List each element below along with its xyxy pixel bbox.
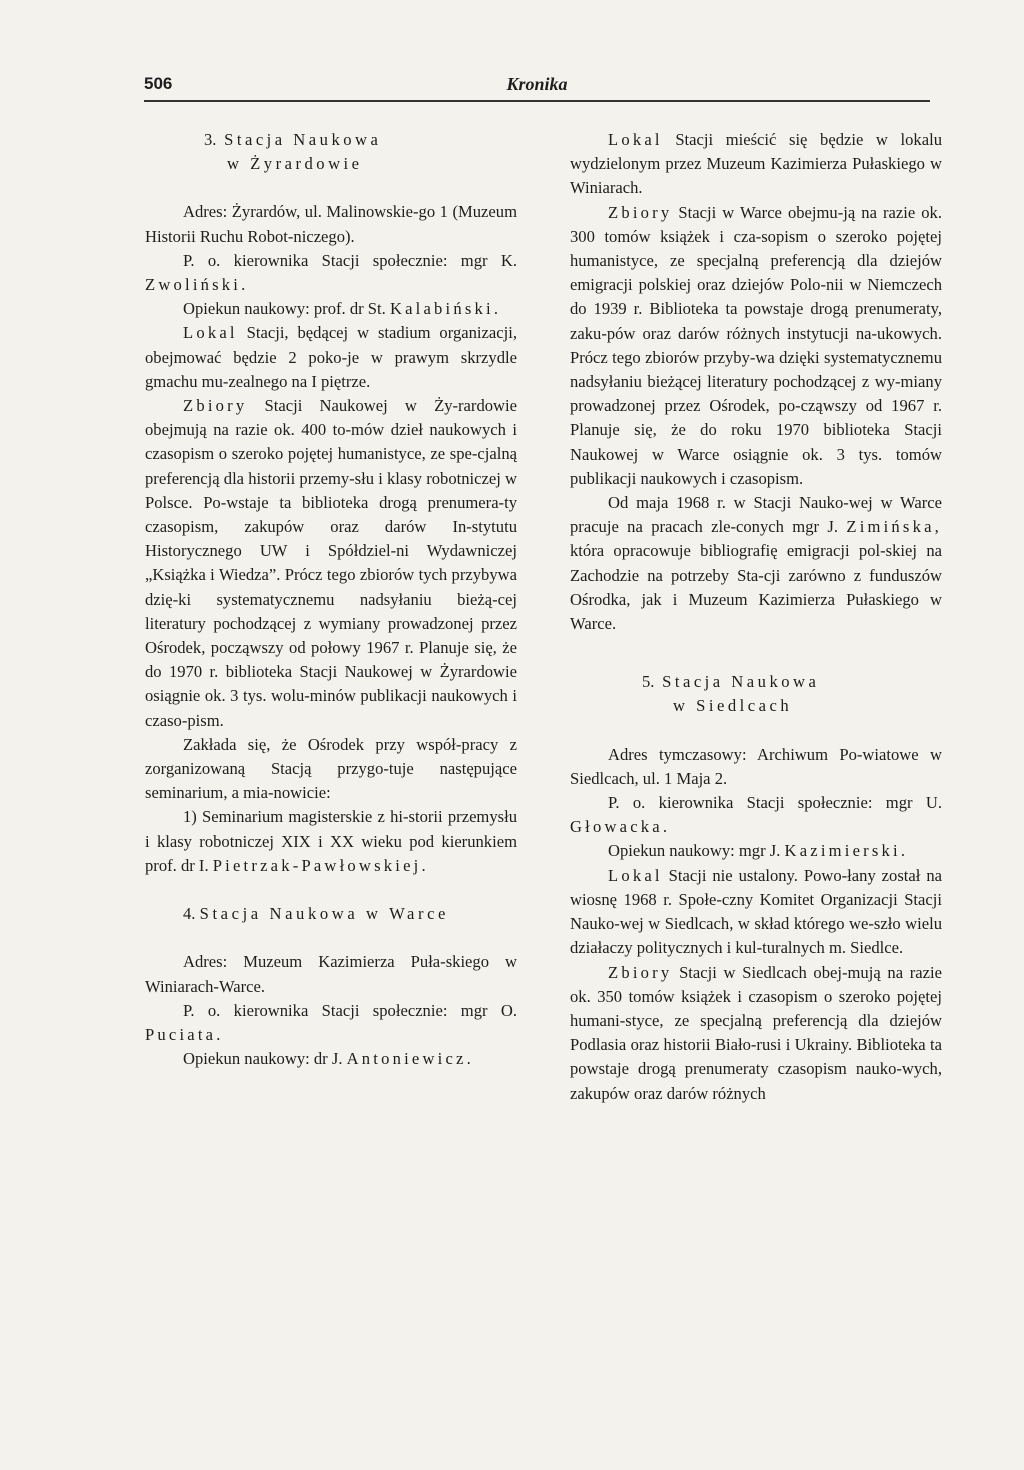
section-5-collections [570, 961, 942, 1106]
left-column [145, 128, 517, 1071]
section-4-supervisor-label: Opiekun naukowy: dr J. [183, 1049, 347, 1069]
section-3-premises-text: Stacji, będącej w stadium organizacji, obejmować będzie 2 poko-je w prawym skrzydle gmachu mu-zealnego na I piętrze. [145, 323, 517, 391]
section-4-supervisor [145, 1047, 517, 1071]
section-3-collections-text: Stacji Naukowej w Ży-rardowie obejmują na razie ok. 400 to-mów dzieł naukowych i czasopism o szeroko pojętej humanistyce, ze spe-cjalną preferencją dla historii przemy-słu i klasy robotniczej w Polsce. Po-wstaje ta biblioteka drogą prenumera-ty czasopism, zakupów oraz darów In-stytutu Historycznego UW i Spółdziel-ni Wydawniczej „Książka i Wiedza”. Prócz tego zbiorów tych przybywa dzię-ki systematycznemu nadsyłaniu bieżą-cej literatury pochodzącej z wymiany prowadzonej przez Ośrodek, począwszy od połowy 1967 r. Planuje się, że do 1970 r. biblioteka Stacji Naukowej w Żyrardowie osiągnie ok. 3 tys. wolu-minów publikacji naukowych i czaso-pism. [145, 396, 517, 730]
section-3-acting-head-name: Zwoliński. [145, 275, 249, 295]
section-4-collections-keyword: Zbiory [608, 202, 673, 222]
section-5-acting-head-name: Głowacka. [570, 817, 671, 837]
section-3-supervisor-name: Kalabiński. [389, 299, 502, 319]
section-5-premises-text: Stacji nie ustalony. Powo-łany został na wiosnę 1968 r. Społe-czny Komitet Organizacji Stacji Nauko-wej w Siedlcach, w skład którego we-szło wielu działaczy politycznych i kul-turalnych m. Siedlce. [570, 865, 942, 958]
section-4-title: Stacja Naukowa w Warce [199, 904, 450, 924]
section-3-heading [145, 128, 517, 176]
section-4-staff [570, 491, 942, 636]
section-5-premises-keyword: Lokal [608, 865, 663, 885]
section-3-number: 3. [204, 130, 217, 149]
section-3-acting-head [145, 249, 517, 297]
section-5-collections-text: Stacji w Siedlcach obej-mują na razie ok. 350 tomów książek i czasopism o szeroko pojętej humani-styce, ze specjalną preferencją dla dziejów Podlasia oraz historii Biało-rusi i Ukrainy. Biblioteka ta powstaje drogą prenumeraty czasopism nauko-wych, zakupów oraz darów różnych [570, 962, 942, 1103]
section-4-acting-head-label: P. o. kierownika Stacji społecznie: mgr O. [183, 1000, 517, 1020]
section-4-acting-head-name: Puciata. [145, 1024, 224, 1044]
section-4-premises [570, 128, 942, 201]
section-5-title-line-2: w Siedlcach [673, 696, 793, 716]
section-3-seminar-intro: Zakłada się, że Ośrodek przy współ-pracy z zorganizowaną Stacją przygo-tuje następujące seminarium, a mia-nowicie: [145, 734, 517, 803]
section-3-premises [145, 321, 517, 394]
section-3-seminar-text: 1) Seminarium magisterskie z hi-storii przemysłu i klasy robotniczej XIX i XX wieku pod kierunkiem prof. dr I. [145, 807, 517, 875]
section-4-collections [570, 201, 942, 491]
section-3-acting-head-label: P. o. kierownika Stacji społecznie: mgr K. [183, 250, 517, 270]
section-5-premises [570, 864, 942, 961]
section-4-number: 4. [183, 904, 196, 924]
section-5-supervisor-name: Kazimierski. [784, 841, 909, 861]
running-title: Kronika [506, 74, 568, 94]
section-5-supervisor [570, 839, 942, 863]
section-4-staff-text-2: która opracowuje bibliografię emigracji pol-skiej na Zachodzie na potrzeby Sta-cji zarówno z funduszów Ośrodka, jak i Muzeum Kazimierza Pułaskiego w Warce. [570, 541, 942, 634]
section-3-supervisor [145, 297, 517, 321]
section-4-staff-text-1: Od maja 1968 r. w Stacji Nauko-wej w Warce pracuje na pracach zle-conych mgr J. [570, 493, 942, 537]
page-number: 506 [144, 74, 173, 93]
section-3-seminar [145, 805, 517, 878]
section-5-title-line-1: Stacja Naukowa [662, 672, 820, 692]
section-3-premises-keyword: Lokal [183, 323, 238, 343]
section-4-acting-head [145, 999, 517, 1047]
section-4-heading [145, 902, 517, 926]
section-3-collections-keyword: Zbiory [183, 396, 248, 416]
section-4-supervisor-name: Antoniewicz. [346, 1049, 474, 1069]
section-5-heading [570, 670, 942, 718]
section-3-title-line-1: Stacja Naukowa [224, 130, 382, 149]
section-5-number: 5. [642, 672, 655, 692]
section-5-acting-head-label: P. o. kierownika Stacji społecznie: mgr U. [608, 793, 942, 813]
section-3-collections [145, 394, 517, 733]
section-5-acting-head [570, 791, 942, 839]
section-5-supervisor-label: Opiekun naukowy: mgr J. [608, 841, 785, 861]
section-4-collections-text: Stacji w Warce obejmu-ją na razie ok. 300 tomów książek i cza-sopism o szeroko pojętej humanistyce, ze specjalną preferencją dla dziejów emigracji polskiej oraz dziejów Polo-nii w Niemczech do 1939 r. Biblioteka ta powstaje drogą prenumeraty, zaku-pów oraz darów różnych instytucji na-ukowych. Prócz tego zbiorów przyby-wa dzięki systematycznemu nadsyłaniu bieżącej literatury pochodzącej z wy-miany prowadzonej przez Ośrodek, po-cząwszy od 1967 r. Planuje się, że do roku 1970 biblioteka Stacji Naukowej w Warce osiągnie ok. 3 tys. tomów publikacji naukowych i czasopism. [570, 202, 942, 488]
header-rule [144, 100, 930, 102]
section-4-premises-keyword: Lokal [608, 130, 663, 149]
section-5-address: Adres tymczasowy: Archiwum Po-wiatowe w Siedlcach, ul. 1 Maja 2. [570, 744, 942, 788]
section-4-address: Adres: Muzeum Kazimierza Puła-skiego w Winiarach-Warce. [145, 952, 517, 996]
section-3-supervisor-label: Opiekun naukowy: prof. dr St. [183, 299, 390, 319]
section-3-title-line-2: w Żyrardowie [227, 154, 363, 174]
section-4-staff-name: Zimińska, [846, 517, 942, 537]
section-4-premises-text: Stacji mieścić się będzie w lokalu wydzielonym przez Muzeum Kazimierza Pułaskiego w Winiarach. [570, 130, 942, 198]
section-3-address: Adres: Żyrardów, ul. Malinowskie-go 1 (Muzeum Historii Ruchu Robot-niczego). [145, 202, 517, 246]
section-5-collections-keyword: Zbiory [608, 962, 673, 982]
section-3-seminar-name: Pietrzak-Pawłowskiej. [212, 855, 429, 875]
right-column [570, 128, 942, 1106]
